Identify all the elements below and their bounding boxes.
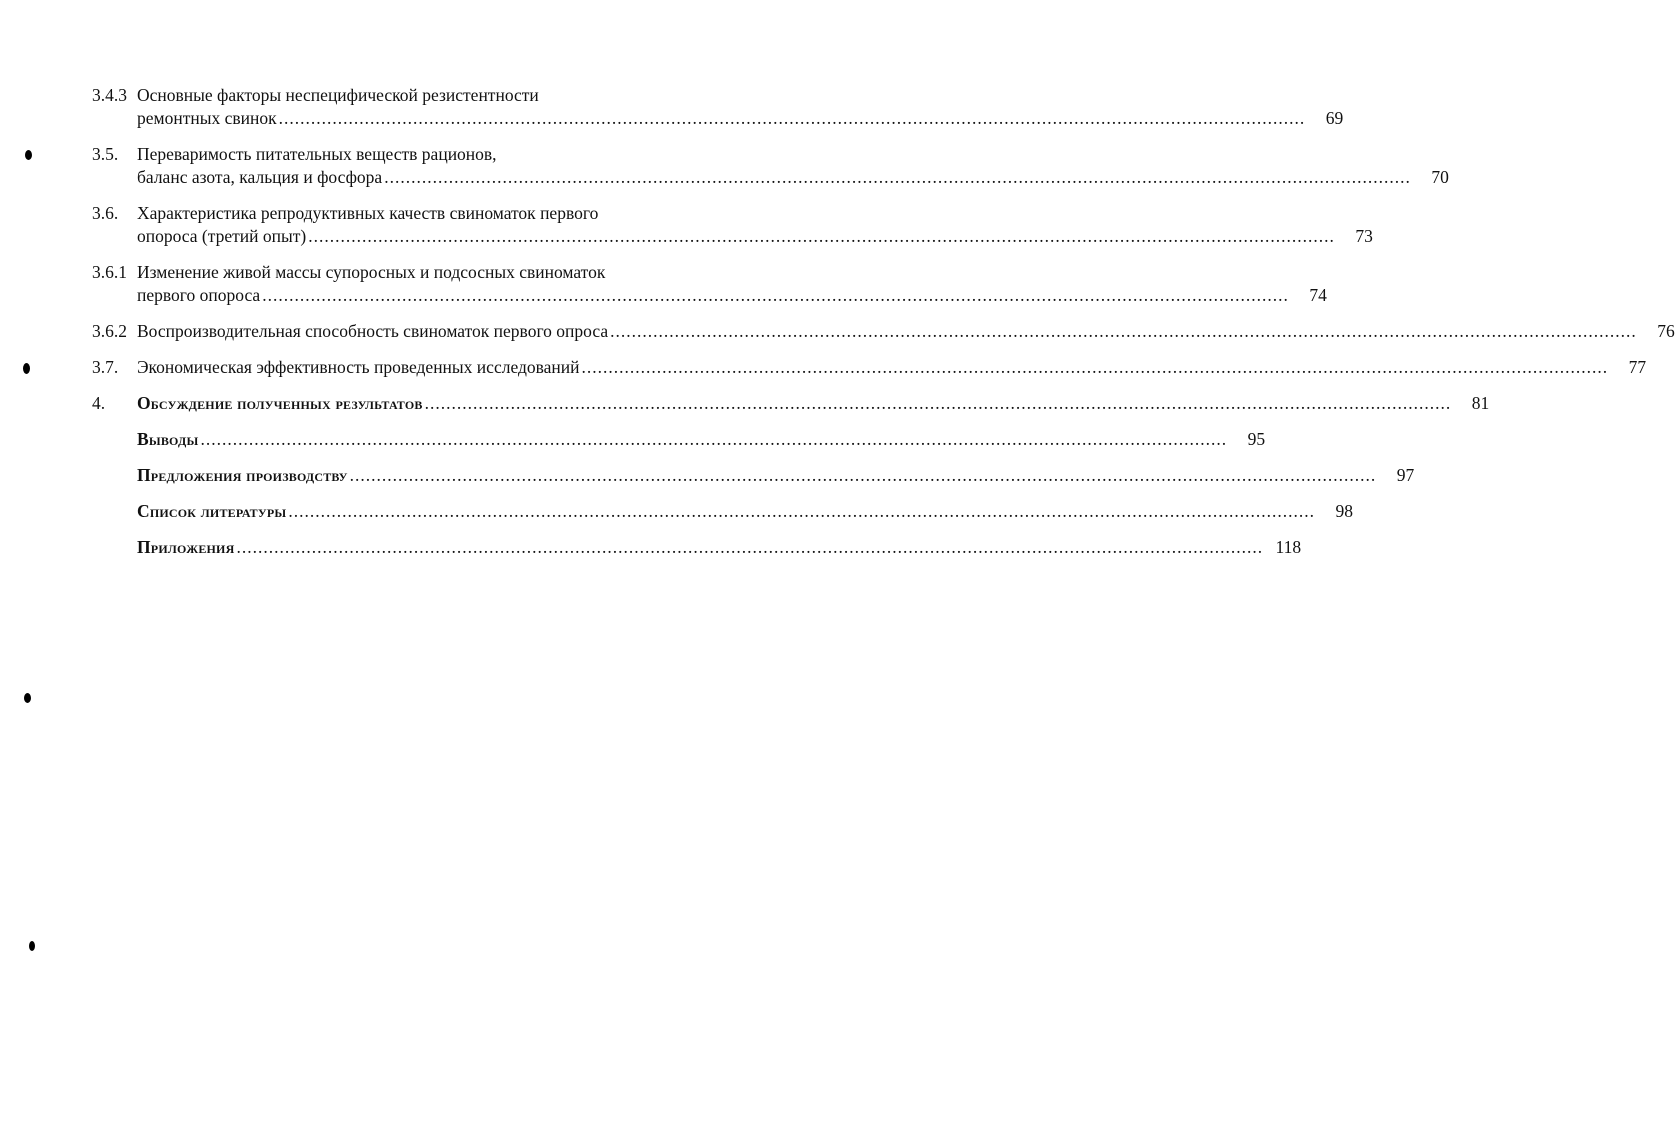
entry-title-line: Предложения производству (137, 465, 348, 485)
section-number: 3.5. (92, 144, 119, 164)
section-number: 3.7. (92, 357, 119, 377)
section-number: 3.6. (92, 203, 119, 223)
entry-title-line: Изменение живой массы супоросных и подсосных свиноматок (137, 262, 606, 282)
entry-title-line: Воспроизводительная способность свиноматок первого опроса (137, 321, 609, 341)
section-number: 4. (92, 393, 106, 413)
scan-speck (25, 150, 32, 160)
page-number: 97 (1396, 465, 1415, 485)
dot-leader: ............................................................................................................................................................................................... (384, 167, 1411, 187)
page-number: 70 (1431, 167, 1449, 187)
entry-title-line: баланс азота, кальция и фосфора (137, 167, 383, 187)
toc-entry-4 (92, 392, 1490, 415)
toc-entry-3-4-3 (92, 84, 1344, 130)
page-number: 98 (1335, 501, 1354, 521)
section-number: 3.6.2 (92, 321, 127, 341)
entry-title-line: первого опороса (137, 285, 261, 305)
section-number: 3.4.3 (92, 85, 127, 105)
entry-title-line: Приложения (137, 537, 235, 557)
dot-leader: ............................................................................................................................................................................................... (236, 537, 1264, 557)
page-number: 81 (1471, 393, 1490, 413)
dot-leader: ............................................................................................................................................................................................... (349, 465, 1377, 485)
entry-title-line: Список литературы (137, 501, 287, 521)
toc-entry-references (92, 500, 1354, 523)
dot-leader: ............................................................................................................................................................................................... (308, 226, 1335, 246)
scan-speck (23, 363, 30, 374)
dot-leader: ............................................................................................................................................................................................... (581, 357, 1609, 377)
scan-speck (29, 941, 35, 951)
toc-entry-3-6-1 (92, 261, 1327, 307)
page-number: 77 (1628, 357, 1647, 377)
dot-leader: ............................................................................................................................................................................................... (200, 429, 1228, 449)
entry-title-line: Выводы (137, 429, 199, 449)
entry-title-line: Экономическая эффективность проведенных исследований (137, 357, 580, 377)
page-number: 95 (1247, 429, 1266, 449)
entry-title-line: ремонтных свинок (137, 108, 277, 128)
dot-leader: ............................................................................................................................................................................................... (288, 501, 1316, 521)
toc-entry-proposals (92, 464, 1415, 487)
page-number: 69 (1325, 108, 1344, 128)
scan-speck (24, 693, 31, 703)
toc-entry-3-6-2 (92, 320, 1675, 343)
dot-leader: ............................................................................................................................................................................................... (278, 108, 1306, 128)
toc-entry-3-6 (92, 202, 1373, 248)
dot-leader: ............................................................................................................................................................................................... (262, 285, 1289, 305)
page-number: 74 (1309, 285, 1327, 305)
toc-entry-appendices (92, 536, 1302, 559)
entry-title-line: Характеристика репродуктивных качеств свиноматок первого (137, 203, 599, 223)
table-of-contents (92, 84, 1675, 572)
entry-title-line: опороса (третий опыт) (137, 226, 307, 246)
toc-entry-3-7 (92, 356, 1647, 379)
toc-entry-conclusions (92, 428, 1266, 451)
page-number: 118 (1275, 537, 1302, 557)
entry-title-line: Обсуждение полученных результатов (137, 393, 423, 413)
page-number: 73 (1355, 226, 1373, 246)
entry-title-line: Переваримость питательных веществ рационов, (137, 144, 497, 164)
toc-entry-3-5 (92, 143, 1449, 189)
dot-leader: ............................................................................................................................................................................................... (424, 393, 1452, 413)
dot-leader: ............................................................................................................................................................................................... (610, 321, 1637, 341)
entry-title-line: Основные факторы неспецифической резистентности (137, 85, 539, 105)
page-number: 76 (1657, 321, 1675, 341)
section-number: 3.6.1 (92, 262, 127, 282)
